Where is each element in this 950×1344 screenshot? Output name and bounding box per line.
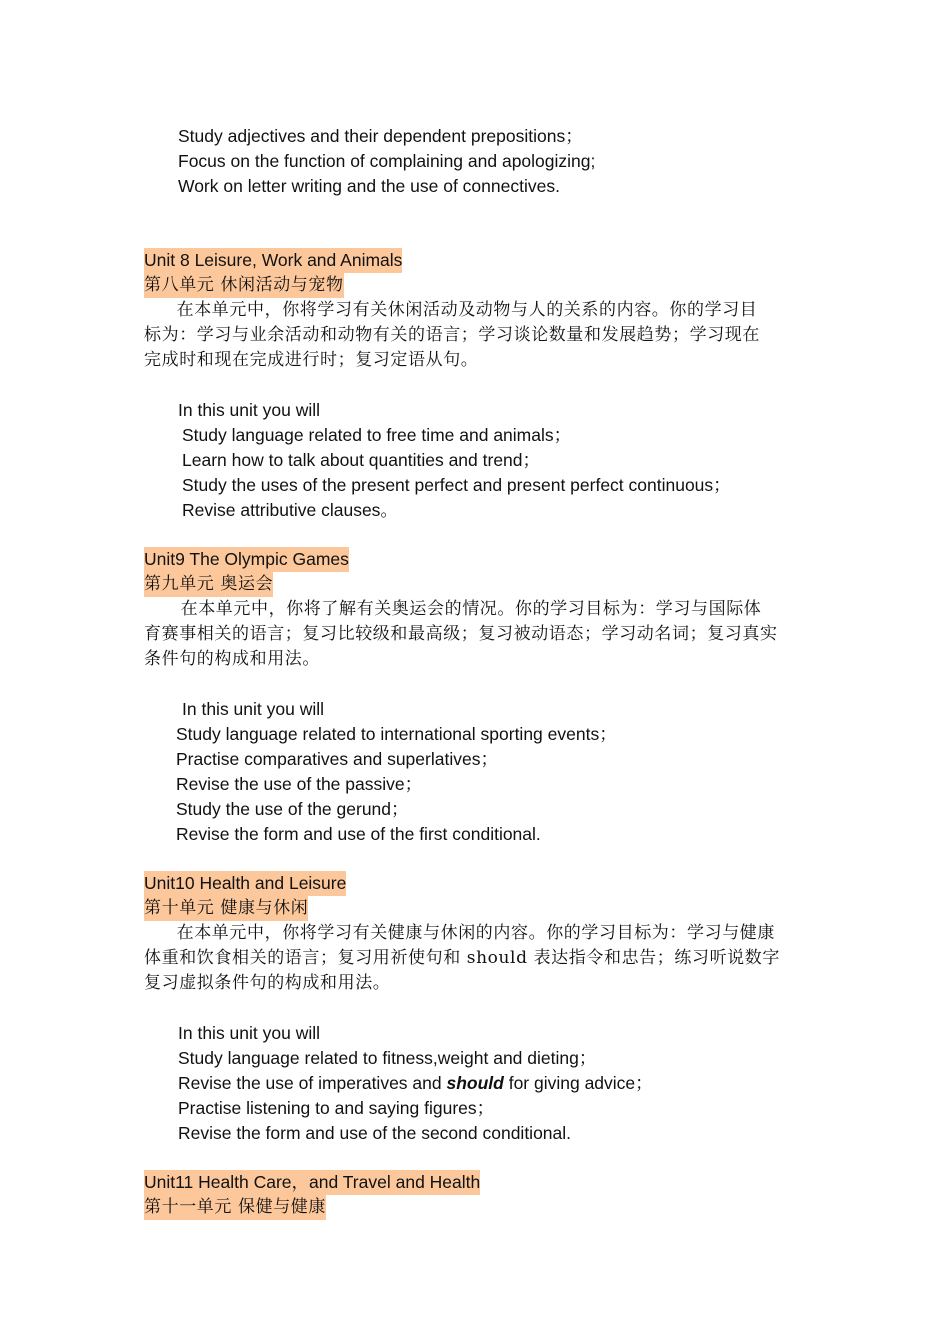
unit8-goal: Study language related to free time and animals； [182,425,572,445]
unit10-goal: Revise the form and use of the second conditional. [178,1123,572,1143]
unit10-lead: In this unit you will [178,1023,321,1043]
unit10-advice-emph: should [446,1073,504,1093]
unit9-desc-line: 条件句的构成和用法。 [144,649,320,669]
unit9-goal: Revise the form and use of the first conditional. [176,824,541,844]
unit10-desc-line: 在本单元中，你将学习有关健康与休闲的内容。你的学习目标为：学习与健康 [159,923,775,943]
unit9-title-cn: 第九单元 奥运会 [144,572,273,597]
intro-line: Focus on the function of complaining and apologizing; [178,151,596,171]
unit9-goal: Study language related to international sporting events； [176,724,617,744]
unit9-desc-line: 在本单元中，你将了解有关奥运会的情况。你的学习目标为：学习与国际体 [163,599,762,619]
unit9-goal: Study the use of the gerund； [176,799,409,819]
unit8-desc-line: 标为：学习与业余活动和动物有关的语言；学习谈论数量和发展趋势；学习现在 [144,325,760,345]
unit10-advice-post: for giving advice； [503,1073,653,1093]
unit10-goal: Study language related to fitness,weight and dieting； [178,1048,597,1068]
unit8-goal: Revise attributive clauses。 [182,500,398,520]
unit9-lead: In this unit you will [182,699,325,719]
unit9-title-en: Unit9 The Olympic Games [144,547,349,572]
unit8-title-cn: 第八单元 休闲活动与宠物 [144,273,344,298]
unit11-title-en: Unit11 Health Care，and Travel and Health [144,1170,480,1195]
unit9-desc-line: 育赛事相关的语言；复习比较级和最高级；复习被动语态；学习动名词；复习真实 [144,624,778,644]
unit8-goal: Study the uses of the present perfect and present perfect continuous； [182,475,731,495]
unit10-desc-line: 体重和饮食相关的语言；复习用祈使句和 should 表达指令和忠告；练习听说数字 [144,948,780,968]
unit10-advice-pre: Revise the use of imperatives and [178,1073,447,1093]
intro-line: Work on letter writing and the use of connectives. [178,176,560,196]
unit10-goal: Practise listening to and saying figures； [178,1098,495,1118]
unit8-lead: In this unit you will [178,400,321,420]
intro-line: Study adjectives and their dependent prepositions； [178,126,583,146]
unit9-goal: Practise comparatives and superlatives； [176,749,498,769]
unit8-goal: Learn how to talk about quantities and trend； [182,450,541,470]
unit8-desc-line: 在本单元中，你将学习有关休闲活动及动物与人的关系的内容。你的学习目 [159,300,758,320]
unit11-title-cn: 第十一单元 保健与健康 [144,1195,326,1220]
unit8-title-en: Unit 8 Leisure, Work and Animals [144,248,402,273]
unit8-desc-line: 完成时和现在完成进行时；复习定语从句。 [144,350,479,370]
unit10-title-en: Unit10 Health and Leisure [144,871,346,896]
unit10-title-cn: 第十单元 健康与休闲 [144,896,308,921]
unit10-desc-line: 复习虚拟条件句的构成和用法。 [144,973,391,993]
unit9-goal: Revise the use of the passive； [176,774,423,794]
unit10-advice-line [178,1071,653,1096]
